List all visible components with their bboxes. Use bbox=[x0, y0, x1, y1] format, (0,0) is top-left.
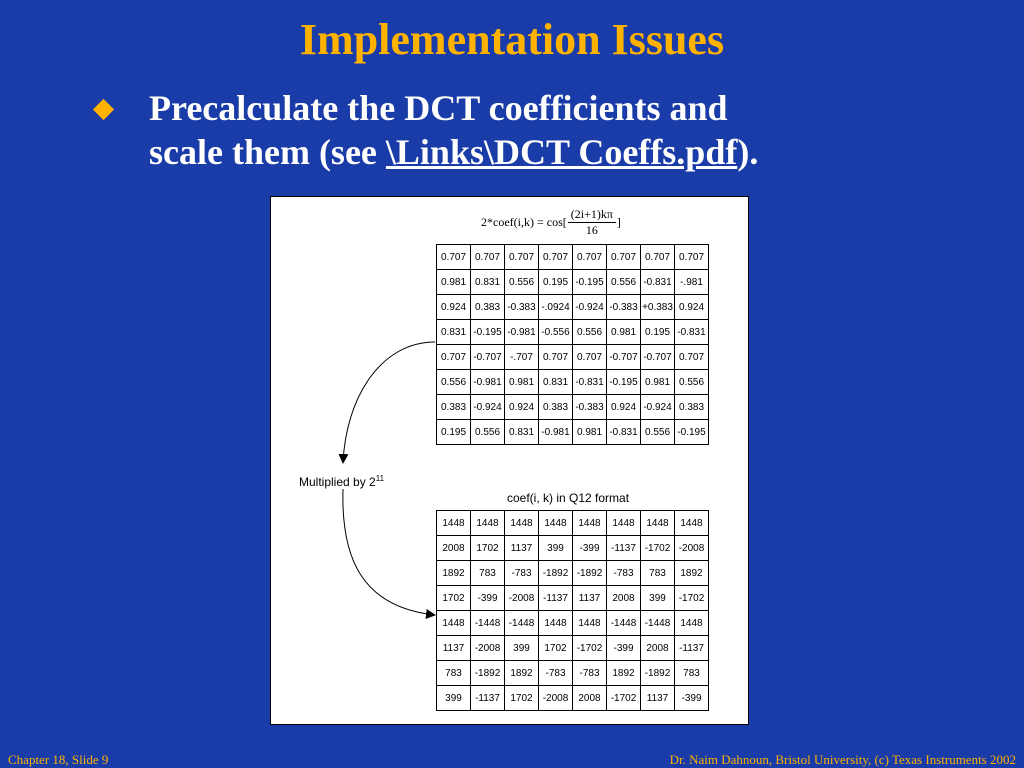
table-cell: 0.195 bbox=[437, 420, 471, 445]
table-cell: 783 bbox=[437, 661, 471, 686]
table-cell: 0.707 bbox=[471, 245, 505, 270]
table-cell: 0.981 bbox=[607, 320, 641, 345]
footer-credit: Dr. Naim Dahnoun, Bristol University, (c) Texas Instruments 2002 bbox=[669, 752, 1016, 767]
table-cell: 0.556 bbox=[573, 320, 607, 345]
table-cell: 0.195 bbox=[641, 320, 675, 345]
table-cell: -.0924 bbox=[539, 295, 573, 320]
table-cell: 1137 bbox=[573, 586, 607, 611]
table-cell: -1137 bbox=[675, 636, 709, 661]
table-cell: -0.981 bbox=[471, 370, 505, 395]
table-cell: -1702 bbox=[675, 586, 709, 611]
table-cell: 1448 bbox=[505, 511, 539, 536]
table-cell: 2008 bbox=[437, 536, 471, 561]
table-cell: 0.383 bbox=[675, 395, 709, 420]
dct-q12-table bbox=[436, 510, 709, 711]
table-cell: -0.831 bbox=[607, 420, 641, 445]
table-cell: -783 bbox=[505, 561, 539, 586]
table-cell: 0.556 bbox=[471, 420, 505, 445]
table-cell: 1137 bbox=[505, 536, 539, 561]
table-cell: -783 bbox=[539, 661, 573, 686]
table-cell: 0.981 bbox=[505, 370, 539, 395]
table-cell: -1892 bbox=[471, 661, 505, 686]
table-row bbox=[437, 561, 709, 586]
table-cell: 0.556 bbox=[437, 370, 471, 395]
table-cell: -0.924 bbox=[471, 395, 505, 420]
table-cell: -1448 bbox=[607, 611, 641, 636]
footer-chapter: Chapter 18, Slide 9 bbox=[8, 752, 109, 767]
table-row bbox=[437, 370, 709, 395]
table-cell: -1702 bbox=[573, 636, 607, 661]
table-cell: 0.707 bbox=[437, 345, 471, 370]
bullet-line-2-end: ). bbox=[737, 132, 759, 172]
table-cell: 2008 bbox=[641, 636, 675, 661]
table-cell: 783 bbox=[641, 561, 675, 586]
table-cell: 0.831 bbox=[437, 320, 471, 345]
table-cell: -0.195 bbox=[675, 420, 709, 445]
table-cell: 783 bbox=[675, 661, 709, 686]
table-cell: 783 bbox=[471, 561, 505, 586]
table-cell: 0.707 bbox=[641, 245, 675, 270]
table-cell: -0.556 bbox=[539, 320, 573, 345]
table-cell: -1448 bbox=[641, 611, 675, 636]
table-cell: 0.924 bbox=[607, 395, 641, 420]
table-row bbox=[437, 245, 709, 270]
table-cell: -1702 bbox=[641, 536, 675, 561]
table-cell: 1702 bbox=[437, 586, 471, 611]
table-cell: -2008 bbox=[471, 636, 505, 661]
bullet-diamond-icon bbox=[93, 99, 114, 120]
table-cell: -0.831 bbox=[573, 370, 607, 395]
table-cell: -1448 bbox=[471, 611, 505, 636]
dct-formula bbox=[481, 207, 621, 238]
table-cell: -0.707 bbox=[471, 345, 505, 370]
table-cell: -0.707 bbox=[607, 345, 641, 370]
table-cell: -399 bbox=[607, 636, 641, 661]
table-cell: 1892 bbox=[607, 661, 641, 686]
table-cell: 1702 bbox=[505, 686, 539, 711]
table-row bbox=[437, 586, 709, 611]
table-cell: 0.383 bbox=[471, 295, 505, 320]
table-cell: 1892 bbox=[437, 561, 471, 586]
table-cell: 0.981 bbox=[573, 420, 607, 445]
table-row bbox=[437, 345, 709, 370]
table-row bbox=[437, 395, 709, 420]
table-cell: 1448 bbox=[437, 511, 471, 536]
table-cell: 0.195 bbox=[539, 270, 573, 295]
table-cell: 1448 bbox=[539, 611, 573, 636]
table-cell: -1137 bbox=[471, 686, 505, 711]
formula-right: ] bbox=[616, 215, 621, 229]
table-row bbox=[437, 686, 709, 711]
table-cell: 1448 bbox=[437, 611, 471, 636]
table-cell: 0.556 bbox=[675, 370, 709, 395]
table-cell: -0.383 bbox=[607, 295, 641, 320]
table-cell: -1892 bbox=[641, 661, 675, 686]
table-cell: 0.707 bbox=[675, 245, 709, 270]
table-cell: 0.556 bbox=[607, 270, 641, 295]
table-cell: -0.981 bbox=[539, 420, 573, 445]
table-cell: 2008 bbox=[573, 686, 607, 711]
table-cell: 0.831 bbox=[539, 370, 573, 395]
table-cell: 399 bbox=[641, 586, 675, 611]
table-row bbox=[437, 661, 709, 686]
table-cell: -1702 bbox=[607, 686, 641, 711]
table-cell: 0.383 bbox=[539, 395, 573, 420]
multiplied-label bbox=[299, 474, 384, 489]
table-cell: +0.383 bbox=[641, 295, 675, 320]
table-cell: 1448 bbox=[573, 511, 607, 536]
table-cell: 399 bbox=[505, 636, 539, 661]
dct-coeffs-link[interactable]: \Links\DCT Coeffs.pdf bbox=[385, 132, 738, 172]
table-cell: 399 bbox=[539, 536, 573, 561]
table-cell: 1448 bbox=[641, 511, 675, 536]
table-cell: 0.981 bbox=[437, 270, 471, 295]
table-cell: 399 bbox=[437, 686, 471, 711]
table-cell: 0.981 bbox=[641, 370, 675, 395]
formula-numerator: (2i+1)kπ bbox=[568, 207, 616, 223]
formula-denominator: 16 bbox=[585, 223, 598, 237]
table-cell: 1448 bbox=[607, 511, 641, 536]
table-cell: 0.924 bbox=[437, 295, 471, 320]
table-cell: -399 bbox=[573, 536, 607, 561]
coef-q12-label: coef(i, k) in Q12 format bbox=[507, 491, 630, 505]
table-cell: -0.195 bbox=[607, 370, 641, 395]
table-cell: -0.924 bbox=[573, 295, 607, 320]
table-cell: -399 bbox=[471, 586, 505, 611]
table-cell: 0.831 bbox=[471, 270, 505, 295]
table-cell: 0.556 bbox=[641, 420, 675, 445]
table-cell: 1137 bbox=[437, 636, 471, 661]
table-cell: -0.383 bbox=[505, 295, 539, 320]
table-cell: 1448 bbox=[675, 511, 709, 536]
table-cell: -783 bbox=[607, 561, 641, 586]
formula-fraction bbox=[568, 207, 616, 238]
table-cell: 0.383 bbox=[437, 395, 471, 420]
table-cell: -0.383 bbox=[573, 395, 607, 420]
table-cell: -1448 bbox=[505, 611, 539, 636]
table-cell: 1892 bbox=[505, 661, 539, 686]
table-cell: -0.924 bbox=[641, 395, 675, 420]
table-row bbox=[437, 636, 709, 661]
table-cell: 1702 bbox=[539, 636, 573, 661]
dct-figure-panel bbox=[270, 196, 749, 725]
table-cell: 0.707 bbox=[573, 245, 607, 270]
bullet-line-2: scale them (see bbox=[149, 132, 386, 172]
table-cell: -2008 bbox=[675, 536, 709, 561]
table-cell: 0.707 bbox=[675, 345, 709, 370]
table-cell: -0.195 bbox=[471, 320, 505, 345]
table-cell: 0.707 bbox=[539, 345, 573, 370]
table-row bbox=[437, 536, 709, 561]
table-row bbox=[437, 511, 709, 536]
table-cell: 0.707 bbox=[607, 245, 641, 270]
table-cell: -783 bbox=[573, 661, 607, 686]
table-cell: 1448 bbox=[471, 511, 505, 536]
table-row bbox=[437, 320, 709, 345]
table-cell: -1137 bbox=[607, 536, 641, 561]
table-cell: 0.924 bbox=[505, 395, 539, 420]
table-cell: -0.195 bbox=[573, 270, 607, 295]
table-cell: 1448 bbox=[539, 511, 573, 536]
dct-float-table bbox=[436, 244, 709, 445]
bullet-line-1: Precalculate the DCT coefficients and bbox=[149, 88, 728, 128]
table-cell: -2008 bbox=[539, 686, 573, 711]
table-cell: 0.707 bbox=[539, 245, 573, 270]
table-cell: -2008 bbox=[505, 586, 539, 611]
table-cell: -0.831 bbox=[675, 320, 709, 345]
table-cell: -0.707 bbox=[641, 345, 675, 370]
slide-title: Implementation Issues bbox=[299, 15, 725, 64]
table-cell: -399 bbox=[675, 686, 709, 711]
table-cell: 1448 bbox=[573, 611, 607, 636]
table-row bbox=[437, 270, 709, 295]
arrow-to-q12-table bbox=[343, 489, 435, 615]
table-cell: 1137 bbox=[641, 686, 675, 711]
table-cell: -1892 bbox=[573, 561, 607, 586]
bullet-text bbox=[149, 86, 949, 174]
arrow-to-multiplier bbox=[343, 342, 435, 463]
table-cell: -1892 bbox=[539, 561, 573, 586]
multiplied-text: Multiplied by 2 bbox=[299, 475, 376, 489]
table-cell: 1702 bbox=[471, 536, 505, 561]
table-row bbox=[437, 420, 709, 445]
table-cell: 0.707 bbox=[573, 345, 607, 370]
table-cell: -1137 bbox=[539, 586, 573, 611]
table-cell: -0.981 bbox=[505, 320, 539, 345]
table-cell: 0.831 bbox=[505, 420, 539, 445]
table-cell: 0.556 bbox=[505, 270, 539, 295]
formula-left: 2*coef(i,k) = cos[ bbox=[481, 215, 567, 229]
table-cell: 0.707 bbox=[505, 245, 539, 270]
table-cell: 1448 bbox=[675, 611, 709, 636]
table-cell: 0.707 bbox=[437, 245, 471, 270]
multiplied-exponent: 11 bbox=[375, 474, 385, 483]
table-cell: -.707 bbox=[505, 345, 539, 370]
table-cell: -.981 bbox=[675, 270, 709, 295]
table-cell: 1892 bbox=[675, 561, 709, 586]
table-cell: 0.924 bbox=[675, 295, 709, 320]
table-cell: 2008 bbox=[607, 586, 641, 611]
table-cell: -0.831 bbox=[641, 270, 675, 295]
table-row bbox=[437, 611, 709, 636]
table-row bbox=[437, 295, 709, 320]
